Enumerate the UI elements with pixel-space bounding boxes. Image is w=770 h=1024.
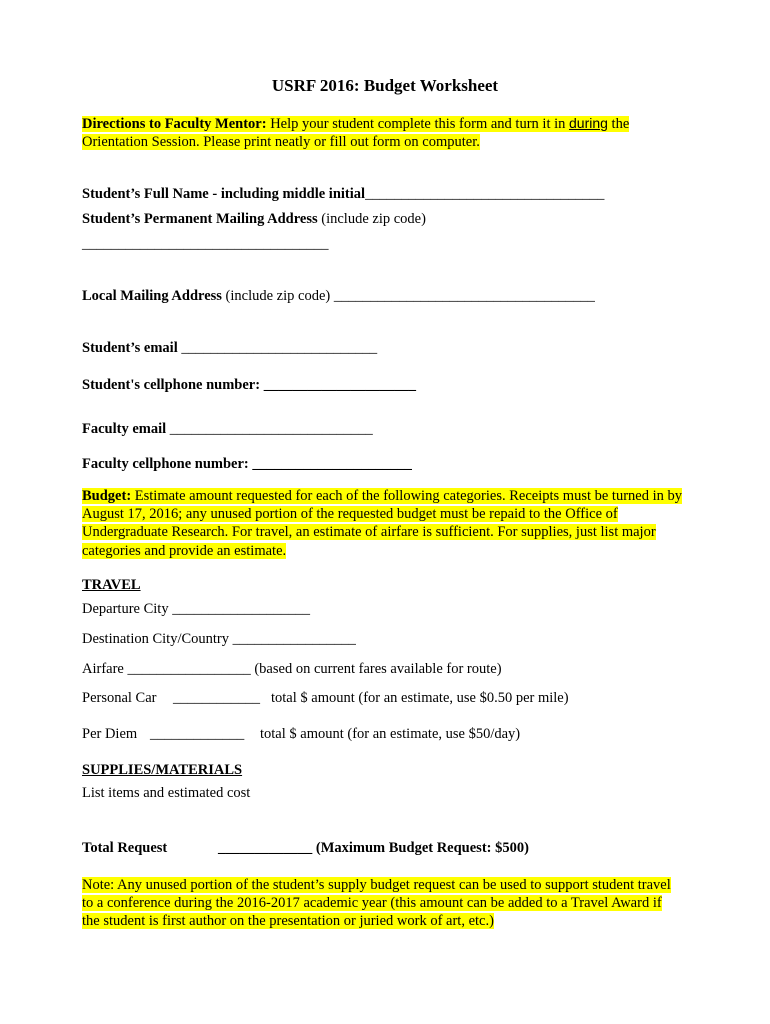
total-request-label: Total Request xyxy=(82,840,168,856)
student-name-label: Student’s Full Name - including middle initial xyxy=(82,186,366,202)
directions-paragraph xyxy=(82,114,694,151)
personal-car-row[interactable] xyxy=(82,690,157,707)
personal-car-blank[interactable]: ____________ xyxy=(173,690,260,706)
directions-label: Directions to Faculty Mentor: xyxy=(82,116,267,132)
faculty-cell-blank[interactable]: ______________________ xyxy=(248,456,412,472)
page-title: USRF 2016: Budget Worksheet xyxy=(271,76,499,95)
budget-text: Estimate amount requested for each of the following categories. Receipts must be turned in by August 17, 2016; any unused portion of the requested budget must be repaid to the Office of Undergraduate Research. For travel, an estimate of airfare is sufficient. For supplies, just list major categories and provide an estimate. xyxy=(82,488,682,559)
faculty-cell-field[interactable] xyxy=(82,456,412,473)
travel-heading: TRAVEL xyxy=(82,577,141,593)
permanent-address-note: (include zip code) xyxy=(317,211,426,227)
faculty-email-label: Faculty email xyxy=(82,421,167,437)
supplies-text[interactable]: List items and estimated cost xyxy=(82,785,251,801)
local-address-label: Local Mailing Address xyxy=(82,288,222,304)
supplies-heading: SUPPLIES/MATERIALS xyxy=(82,762,243,778)
per-diem-row[interactable] xyxy=(82,726,137,743)
student-name-blank[interactable]: _________________________________ xyxy=(365,186,605,202)
total-request-blank[interactable]: _____________ xyxy=(218,840,313,856)
student-cell-blank[interactable]: _____________________ xyxy=(260,377,416,393)
student-name-field[interactable] xyxy=(82,186,604,203)
student-cell-field[interactable] xyxy=(82,377,416,394)
permanent-address-label: Student’s Permanent Mailing Address xyxy=(82,211,318,227)
personal-car-note: total $ amount (for an estimate, use $0.50 per mile) xyxy=(271,690,569,706)
student-email-label: Student’s email xyxy=(82,340,178,356)
personal-car-label: Personal Car xyxy=(82,690,157,706)
local-address-field[interactable] xyxy=(82,288,595,305)
student-cell-label: Student's cellphone number: xyxy=(82,377,261,393)
faculty-cell-label: Faculty cellphone number: xyxy=(82,456,249,472)
directions-emphasis: during xyxy=(569,115,608,131)
budget-label: Budget: xyxy=(82,488,132,504)
per-diem-label: Per Diem xyxy=(82,726,138,742)
permanent-address-label-row xyxy=(82,211,426,228)
directions-text-1: Help your student complete this form and turn it in xyxy=(266,116,569,132)
destination-city-field[interactable]: Destination City/Country _________________ xyxy=(82,631,356,647)
faculty-email-field[interactable] xyxy=(82,421,373,438)
note-text: Note: Any unused portion of the student’s supply budget request can be used to support student travel to a conference during the 2016-2017 academic year (this amount can be added to a Travel Award if the student is first author on the presentation or juried work of art, etc.) xyxy=(82,877,671,930)
local-address-note: (include zip code) xyxy=(221,288,334,304)
note-paragraph xyxy=(82,876,682,931)
total-request-note: (Maximum Budget Request: $500) xyxy=(312,840,529,856)
total-request-row[interactable] xyxy=(218,840,529,857)
faculty-email-blank[interactable]: ____________________________ xyxy=(166,421,373,437)
local-address-blank[interactable]: ____________________________________ xyxy=(333,288,595,304)
permanent-address-blank[interactable]: __________________________________ xyxy=(82,236,329,252)
student-email-field[interactable] xyxy=(82,340,377,357)
departure-city-field[interactable]: Departure City ___________________ xyxy=(82,601,310,617)
budget-paragraph xyxy=(82,487,694,560)
per-diem-blank[interactable]: _____________ xyxy=(150,726,245,742)
per-diem-note: total $ amount (for an estimate, use $50/day) xyxy=(260,726,521,742)
airfare-field[interactable]: Airfare _________________ (based on current fares available for route) xyxy=(82,661,502,677)
student-email-blank[interactable]: ___________________________ xyxy=(177,340,378,356)
directions-text-2: the Orientation Session. Please print neatly or fill out form on computer. xyxy=(82,116,630,151)
